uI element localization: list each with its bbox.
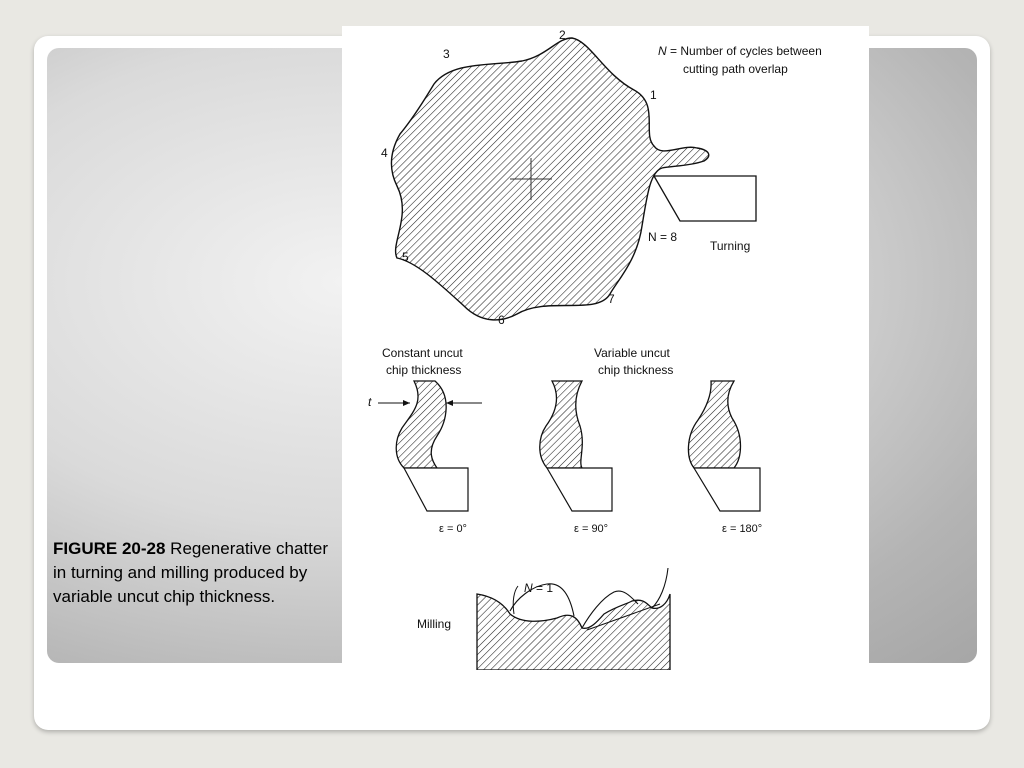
angle-label-180: ε = 180° — [722, 523, 763, 535]
t-arrowhead-right — [446, 400, 453, 406]
constant-heading-line1: Constant uncut — [382, 346, 463, 360]
n-definition-line2: cutting path overlap — [683, 62, 788, 76]
cycle-number: 3 — [443, 47, 450, 61]
figure-image — [342, 26, 869, 670]
caption-text: Regenerative chatter in turning and milling produced by variable uncut chip thickness. — [53, 539, 328, 606]
cycle-number: 5 — [402, 250, 409, 264]
tool-constant — [404, 468, 468, 511]
cycle-number: 7 — [608, 292, 615, 306]
milling-n-label: N = 1 — [524, 581, 554, 595]
n-definition-line1: N = Number of cycles between — [658, 44, 822, 58]
figure-caption — [53, 537, 343, 609]
cycle-number: 2 — [559, 28, 566, 42]
cycle-number: 4 — [381, 146, 388, 160]
chatter-diagram — [342, 26, 869, 670]
chip-variable-90 — [540, 381, 583, 468]
milling-workpiece — [477, 594, 670, 670]
cycle-number: 6 — [498, 313, 505, 327]
milling-label: Milling — [417, 617, 452, 631]
chip-constant — [396, 381, 446, 468]
t-label: t — [368, 395, 372, 409]
figure-number: FIGURE 20-28 — [53, 539, 166, 558]
tool-variable-90 — [547, 468, 612, 511]
turning-n-label: N = 8 — [648, 230, 678, 244]
tool-variable-180 — [694, 468, 760, 511]
constant-heading-line2: chip thickness — [386, 363, 462, 377]
chip-variable-180 — [688, 381, 740, 468]
angle-label-0: ε = 0° — [439, 523, 467, 535]
variable-heading-line2: chip thickness — [598, 363, 674, 377]
variable-heading-line1: Variable uncut — [594, 346, 670, 360]
t-arrowhead-left — [403, 400, 410, 406]
turning-label: Turning — [710, 239, 751, 253]
cycle-number: 1 — [650, 88, 657, 102]
angle-label-90: ε = 90° — [574, 523, 609, 535]
turning-tool — [654, 176, 756, 221]
